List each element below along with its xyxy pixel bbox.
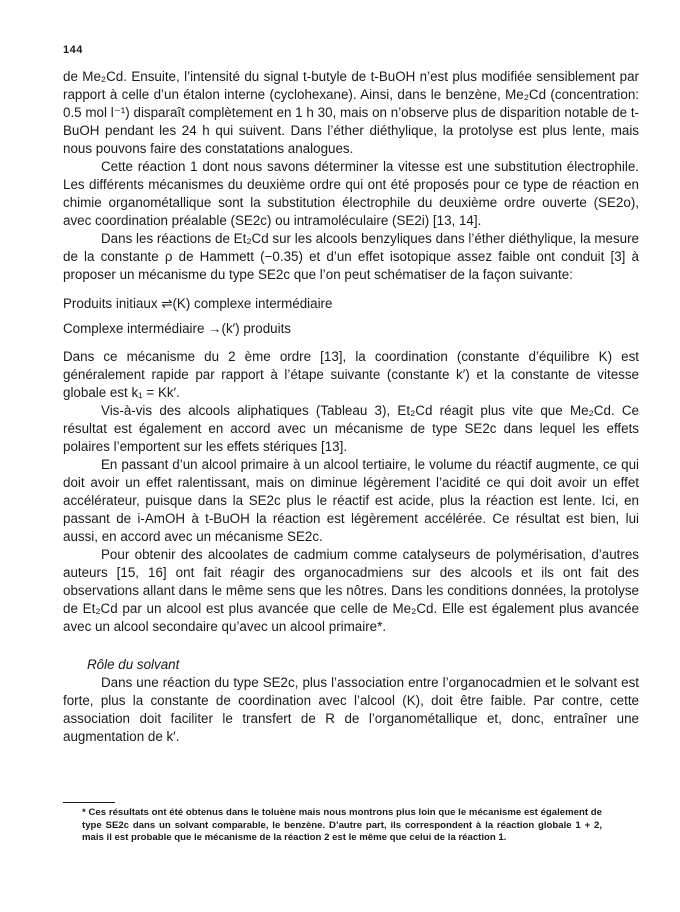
- body-text: [63, 68, 639, 746]
- section-heading: Rôle du solvant: [87, 657, 180, 672]
- scheme-line-1: Produits initiaux ⇌(K) complexe intermédiaire: [63, 296, 333, 311]
- footnote-divider: [63, 802, 115, 803]
- paragraph-8: Dans une réaction du type SE2c, plus l’association entre l’organocadmien et le solvant est forte, plus la constante de coordination avec l’alcool (K), doit être faible. Par contre, cette association doit faciliter le transfert de R de l’organométallique et, donc, entraîner une augmentation de k′.: [63, 675, 639, 744]
- scheme-line-2: Complexe intermédiaire →(k′) produits: [63, 321, 292, 336]
- page-number: 144: [63, 44, 83, 56]
- paragraph-7: Pour obtenir des alcoolates de cadmium comme catalyseurs de polymérisation, d’autres auteurs [15, 16] ont fait réagir des organocadmiens sur des alcools et ils ont fait des observations allant dans le même sens que les nôtres. Dans les conditions données, la protolyse de Et₂Cd par un alcool est plus avancée que celle de Me₂Cd. Elle est également plus avancée avec un alcool secondaire qu’avec un alcool primaire*.: [63, 547, 639, 634]
- paragraph-1: de Me₂Cd. Ensuite, l’intensité du signal t-butyle de t-BuOH n’est plus modifiée sensiblement par rapport à celle d’un étalon interne (cyclohexane). Ainsi, dans le benzène, Me₂Cd (concentration: 0.5 mol l⁻¹) disparaît complètement en 1 h 30, mais on n’observe plus de disparition notable de t-BuOH pendant les 24 h qui suivent. Dans l’éther diéthylique, la protolyse est plus lente, mais nous pouvons faire des constatations analogues.: [63, 69, 639, 156]
- paragraph-6: En passant d’un alcool primaire à un alcool tertiaire, le volume du réactif augmente, ce qui doit avoir un effet ralentissant, mais on diminue légèrement l’acidité ce qui doit avoir un effet accélérateur, puisque dans la SE2c plus le réactif est acide, plus la réaction est lente. Ici, en passant de i-AmOH à t-BuOH la réaction est légèrement accélérée. Ce résultat est bien, lui aussi, en accord avec un mécanisme SE2c.: [63, 457, 639, 544]
- footnote: * Ces résultats ont été obtenus dans le toluène mais nous montrons plus loin que le mécanisme est également de type SE2c dans un solvant comparable, le benzène. D’autre part, ils correspondent à la réaction globale 1 + 2, mais il est probable que le mécanisme de la réaction 2 est le même que celui de la réaction 1.: [82, 807, 602, 843]
- paragraph-2: Cette réaction 1 dont nous savons déterminer la vitesse est une substitution électrophile. Les différents mécanismes du deuxième ordre qui ont été proposés pour ce type de réaction en chimie organométallique sont la substitution électrophile du deuxième ordre ouverte (SE2o), avec coordination préalable (SE2c) ou intramoléculaire (SE2i) [13, 14].: [63, 159, 639, 228]
- paragraph-3: Dans les réactions de Et₂Cd sur les alcools benzyliques dans l’éther diéthylique, la mesure de la constante ρ de Hammett (−0.35) et d’un effet isotopique assez faible ont conduit [3] à proposer un mécanisme du type SE2c que l’on peut schématiser de la façon suivante:: [63, 231, 639, 282]
- paragraph-5: Vis-à-vis des alcools aliphatiques (Tableau 3), Et₂Cd réagit plus vite que Me₂Cd. Ce résultat est également en accord avec un mécanisme de type SE2c dans lequel les effets polaires l’emportent sur les effets stériques [13].: [63, 403, 639, 454]
- paragraph-4: Dans ce mécanisme du 2 ème ordre [13], la coordination (constante d’équilibre K) est généralement rapide par rapport à l’étape suivante (constante k′) et la constante de vitesse globale est k₁ = Kk′.: [63, 349, 639, 400]
